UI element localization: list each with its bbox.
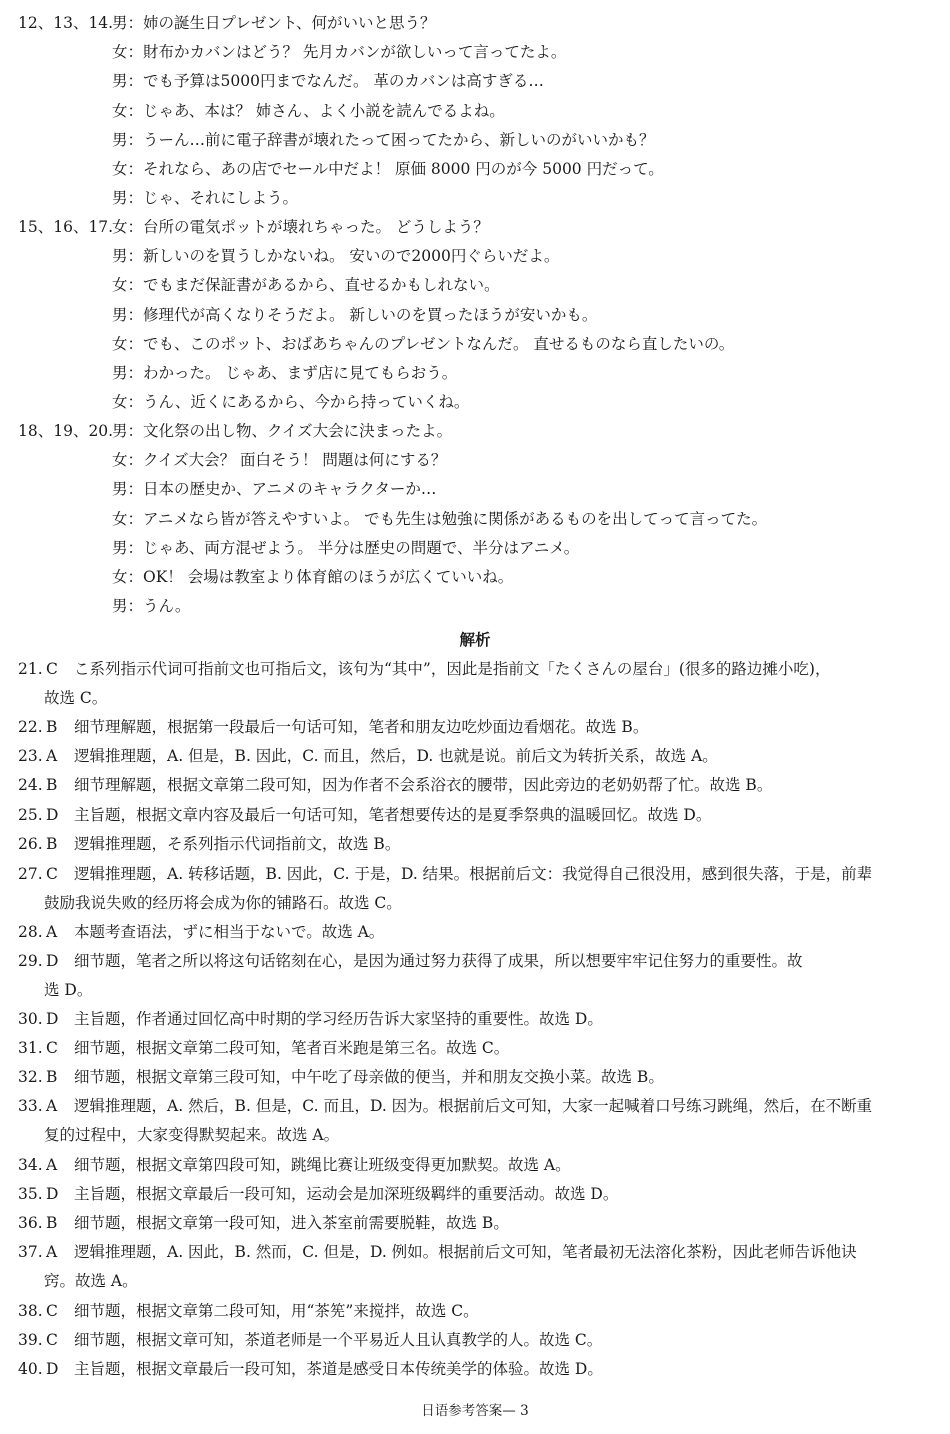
answer-number: 23. (18, 747, 43, 765)
answer-number: 35. (18, 1185, 43, 1203)
dialogue-line: 男：わかった。 じゃあ、まず店に見てもらおう。 (112, 364, 458, 382)
answer-letter: C (46, 1039, 58, 1057)
answer-explanation: 细节题，笔者之所以将这句话铭刻在心，是因为通过努力获得了成果，所以想要牢牢记住努力的重要性。故 (74, 952, 803, 970)
answer-letter: C (46, 1331, 58, 1349)
answer-explanation: 主旨题，作者通过回忆高中时期的学习经历告诉大家坚持的重要性。故选 D。 (74, 1010, 603, 1028)
dialogue-line: 女：アニメなら皆が答えやすいよ。 でも先生は勉強に関係があるものを出してって言ってた。 (112, 509, 768, 528)
dialogue-line: 女：でも、このポット、おばあちゃんのプレゼントなんだ。 直せるものなら直したいの。 (112, 334, 735, 353)
answer-explanation: 细节题，根据文章第二段可知，笔者百米跑是第三名。故选 C。 (74, 1039, 510, 1057)
answer-letter: A (46, 747, 58, 765)
answer-explanation: 复的过程中，大家变得默契起来。故选 A。 (44, 1126, 340, 1144)
answer-letter: B (46, 776, 58, 794)
dialogue-line: 女：クイズ大会？ 面白そう！ 問題は何にする？ (112, 451, 447, 470)
answer-letter: D (46, 952, 59, 970)
answer-letter: B (46, 1214, 58, 1232)
dialogue-line: 男：じゃあ、両方混ぜよう。 半分は歴史の問題で、半分はアニメ。 (112, 538, 580, 557)
dialogue-line: 女：でもまだ保証書があるから、直せるかもしれない。 (112, 276, 500, 295)
answer-explanation: 逻辑推理题，A. 转移话题，B. 因此，C. 于是，D. 结果。根据前后文：我觉得自己很没用，感到很失落，于是，前辈 (74, 865, 873, 883)
answer-number: 26. (18, 835, 43, 853)
dialogue-line: 女：台所の電気ポットが壊れちゃった。 どうしよう？ (112, 218, 489, 236)
dialogue-line: 男：うん。 (112, 597, 191, 616)
dialogue-line: 女：じゃあ、本は？ 姉さん、よく小説を読んでるよね。 (112, 101, 505, 120)
answer-explanation: 细节理解题，根据第一段最后一句话可知，笔者和朋友边吃炒面边看烟花。故选 B。 (74, 718, 649, 736)
answer-number: 40. (18, 1360, 43, 1378)
answer-explanation: 逻辑推理题，そ系列指示代词指前文，故选 B。 (74, 835, 401, 853)
answer-letter: C (46, 865, 58, 883)
answer-number: 27. (18, 865, 43, 883)
answer-explanation: 窍。故选 A。 (44, 1272, 138, 1290)
dialogue-line: 男：うーん…前に電子辞書が壊れたって困ってたから、新しいのがいいかも？ (112, 130, 655, 149)
answer-explanation: 细节题，根据文章第三段可知，中午吃了母亲做的便当，并和朋友交换小菜。故选 B。 (74, 1068, 664, 1086)
dialogue-line: 男：日本の歴史か、アニメのキャラクターか… (112, 480, 437, 499)
answer-explanation: 细节题，根据文章第二段可知，用“茶筅”来搅拌，故选 C。 (74, 1302, 479, 1320)
dialogue-line: 女：うん、近くにあるから、今から持っていくね。 (112, 393, 470, 412)
dialogue-line: 男：じゃ、それにしよう。 (112, 189, 299, 208)
answer-letter: D (46, 1010, 59, 1028)
answer-explanation: 细节理解题，根据文章第二段可知，因为作者不会系浴衣的腰带，因此旁边的老奶奶帮了忙。故选 B。 (74, 776, 773, 794)
dialogue-line: 男：でも予算は5000円までなんだ。 革のカバンは高すぎる… (112, 72, 544, 91)
dialogue-number: 18、19、20. (18, 422, 114, 440)
answer-letter: A (46, 1243, 58, 1261)
answer-letter: A (46, 1097, 58, 1115)
answer-number: 21. (18, 660, 43, 678)
answer-number: 37. (18, 1243, 43, 1261)
dialogue-number: 15、16、17. (18, 218, 114, 236)
answer-number: 31. (18, 1039, 43, 1057)
answer-letter: B (46, 718, 58, 736)
dialogue-line: 男：修理代が高くなりそうだよ。 新しいのを買ったほうが安いかも。 (112, 305, 598, 324)
answer-number: 28. (18, 923, 43, 941)
answer-letter: D (46, 1185, 59, 1203)
answer-number: 36. (18, 1214, 43, 1232)
answer-letter: B (46, 835, 58, 853)
answer-number: 25. (18, 806, 43, 824)
answer-number: 33. (18, 1097, 43, 1115)
answer-letter: C (46, 660, 58, 678)
answer-number: 38. (18, 1302, 43, 1320)
dialogue-line: 男：新しいのを買うしかないね。 安いので2000円ぐらいだよ。 (112, 247, 560, 266)
answer-explanation: 故选 C。 (44, 689, 108, 707)
answer-explanation: 逻辑推理题，A. 然后，B. 但是，C. 而且，D. 因为。根据前后文可知，大家一起喊着口号练习跳绳，然后，在不断重 (74, 1097, 873, 1115)
answer-letter: C (46, 1302, 58, 1320)
answer-explanation: 主旨题，根据文章最后一段可知，运动会是加深班级羁绊的重要活动。故选 D。 (74, 1185, 619, 1203)
answer-letter: D (46, 1360, 59, 1378)
answer-number: 39. (18, 1331, 43, 1349)
answer-explanation: 逻辑推理题，A. 因此，B. 然而，C. 但是，D. 例如。根据前后文可知，笔者最初无法溶化茶粉，因此老师告诉他诀 (74, 1243, 857, 1261)
answer-number: 29. (18, 952, 43, 970)
section-title: 解析 (459, 630, 491, 649)
answer-number: 22. (18, 718, 43, 736)
answer-explanation: 主旨题，根据文章最后一段可知，茶道是感受日本传统美学的体验。故选 D。 (74, 1360, 603, 1378)
dialogue-line: 男：文化祭の出し物、クイズ大会に決まったよ。 (112, 422, 453, 440)
answer-number: 24. (18, 776, 43, 794)
answer-explanation: 细节题，根据文章第四段可知，跳绳比赛让班级变得更加默契。故选 A。 (74, 1156, 571, 1174)
answer-number: 32. (18, 1068, 43, 1086)
answer-letter: D (46, 806, 59, 824)
answer-explanation: 逻辑推理题，A. 但是，B. 因此，C. 而且，然后，D. 也就是说。前后文为转折关系，故选 A。 (74, 747, 718, 765)
dialogue-line: 女：それなら、あの店でセール中だよ！ 原価 8000 円のが今 5000 円だって。 (112, 160, 664, 178)
answer-explanation: 主旨题，根据文章内容及最后一句话可知，笔者想要传达的是夏季祭典的温暖回忆。故选 D。 (74, 806, 712, 824)
dialogue-number: 12、13、14. (18, 14, 114, 32)
answer-explanation: 选 D。 (44, 981, 93, 999)
answer-number: 30. (18, 1010, 43, 1028)
dialogue-line: 女：財布かカバンはどう？ 先月カバンが欲しいって言ってたよ。 (112, 43, 567, 62)
answer-letter: B (46, 1068, 58, 1086)
answer-explanation: 本题考查语法，ずに相当于ないで。故选 A。 (74, 923, 385, 941)
answer-explanation: 细节题，根据文章可知，茶道老师是一个平易近人且认真教学的人。故选 C。 (74, 1331, 603, 1349)
answer-letter: A (46, 1156, 58, 1174)
page-footer: 日语参考答案— 3 (421, 1403, 529, 1419)
answer-explanation: こ系列指示代词可指前文也可指后文，该句为“其中”，因此是指前文「たくさんの屋台」(很多的路边摊小吃)， (74, 660, 831, 678)
answer-letter: A (46, 923, 58, 941)
answer-number: 34. (18, 1156, 43, 1174)
answer-explanation: 鼓励我说失败的经历将会成为你的铺路石。故选 C。 (44, 894, 402, 912)
dialogue-line: 男：姉の誕生日プレゼント、何がいいと思う？ (112, 14, 436, 32)
dialogue-line: 女：OK！ 会場は教室より体育館のほうが広くていいね。 (112, 568, 514, 586)
answer-explanation: 细节题，根据文章第一段可知，进入茶室前需要脱鞋，故选 B。 (74, 1214, 509, 1232)
